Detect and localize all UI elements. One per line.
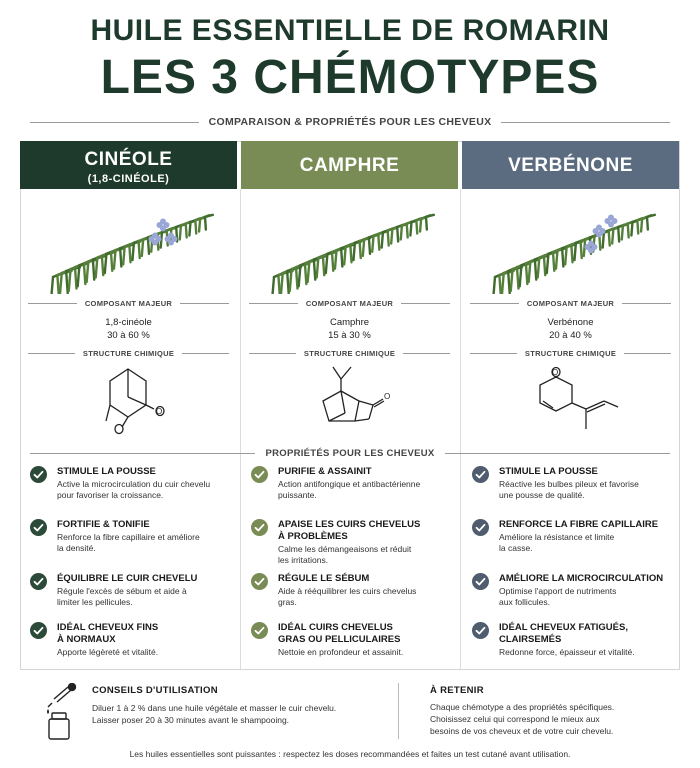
rosemary-sprig-icon xyxy=(266,199,436,294)
property-description: Aide à rééquilibrer les cuirs chevelus gras. xyxy=(278,586,417,607)
chemotype-column-cineole xyxy=(20,141,237,670)
title-line2: LES 3 CHÉMOTYPES xyxy=(100,51,600,104)
safety-footnote: Les huiles essentielles sont puissantes : respectez les doses recommandées et faites un test cutané avant utilisation. xyxy=(129,749,571,759)
subtitle-row xyxy=(30,114,670,130)
property-title: IDÉAL CHEVEUX FINS À NORMAUX xyxy=(57,622,159,645)
compound-range: 15 à 30 % xyxy=(328,330,371,341)
property-item xyxy=(30,519,230,554)
usage-advice xyxy=(92,685,392,726)
property-item xyxy=(30,573,230,608)
check-circle-icon xyxy=(472,466,489,483)
dropper-bottle-icon xyxy=(40,683,80,741)
property-description: Nettoie en profondeur et assainit. xyxy=(278,647,404,657)
property-description: Régule l'excès de sébum et aide à limiter les pellicules. xyxy=(57,586,187,607)
check-circle-icon xyxy=(472,519,489,536)
check-circle-icon xyxy=(472,622,489,639)
property-description: Améliore la résistance et limite la casse. xyxy=(499,532,615,553)
compound-range: 20 à 40 % xyxy=(549,330,592,341)
property-title: IDÉAL CUIRS CHEVELUS GRAS OU PELLICULAIRES xyxy=(278,622,401,645)
chemotype-column-camphre xyxy=(241,141,458,670)
property-description: Réactive les bulbes pileux et favorise une pousse de qualité. xyxy=(499,479,639,500)
compound-name: 1,8-cinéole xyxy=(105,317,152,328)
property-description: Active la microcirculation du cuir chevelu pour favoriser la croissance. xyxy=(57,479,211,500)
major-component-label: COMPOSANT MAJEUR xyxy=(462,297,679,309)
compound-range: 30 à 60 % xyxy=(107,330,150,341)
subtitle: COMPARAISON & PROPRIÉTÉS POUR LES CHEVEUX xyxy=(208,116,492,128)
chemotype-name: VERBÉNONE xyxy=(508,155,633,176)
check-circle-icon xyxy=(251,573,268,590)
chemotype-name: CAMPHRE xyxy=(299,155,400,176)
property-title: RENFORCE LA FIBRE CAPILLAIRE xyxy=(499,519,659,530)
chemotype-name: CINÉOLE xyxy=(84,149,173,170)
properties-divider xyxy=(30,446,670,460)
compound-name: Camphre xyxy=(329,317,370,328)
usage-text: Diluer 1 à 2 % dans une huile végétale et masser le cuir chevelu. Laisser poser 20 à 30 minutes avant le shampooing. xyxy=(92,703,337,725)
property-description: Redonne force, épaisseur et vitalité. xyxy=(499,647,635,657)
property-item xyxy=(472,573,672,608)
chemotype-subname: (1,8-CINÉOLE) xyxy=(87,173,170,185)
property-item xyxy=(472,519,672,554)
check-circle-icon xyxy=(472,573,489,590)
cineole-molecule-icon xyxy=(78,363,178,435)
check-circle-icon xyxy=(251,466,268,483)
check-circle-icon xyxy=(251,519,268,536)
column-header-camphre xyxy=(241,141,458,189)
divider xyxy=(501,122,670,123)
property-item xyxy=(30,622,230,658)
verbenone-molecule-icon xyxy=(520,363,620,435)
rosemary-sprig-flowering-icon xyxy=(487,199,657,294)
chemical-structure-label: STRUCTURE CHIMIQUE xyxy=(241,347,458,359)
property-description: Optimise l'apport de nutriments aux follicules. xyxy=(499,586,617,607)
svg-text:O: O xyxy=(552,368,559,377)
camphor-molecule-icon xyxy=(299,363,399,435)
check-circle-icon xyxy=(30,519,47,536)
svg-text:O: O xyxy=(384,392,391,401)
property-item xyxy=(472,466,672,501)
property-title: RÉGULE LE SÉBUM xyxy=(278,573,370,584)
check-circle-icon xyxy=(251,622,268,639)
check-circle-icon xyxy=(30,573,47,590)
property-description: Action antifongique et antibactérienne puissante. xyxy=(278,479,421,500)
divider xyxy=(398,683,399,739)
check-circle-icon xyxy=(30,466,47,483)
property-title: APAISE LES CUIRS CHEVELUS À PROBLÈMES xyxy=(278,519,421,542)
title-line1: HUILE ESSENTIELLE DE ROMARIN xyxy=(90,14,610,47)
column-divider xyxy=(460,189,461,670)
properties-heading: PROPRIÉTÉS POUR LES CHEVEUX xyxy=(265,447,435,459)
property-item xyxy=(251,519,451,566)
property-item xyxy=(251,622,451,658)
svg-text:O: O xyxy=(156,407,163,416)
usage-title: CONSEILS D'UTILISATION xyxy=(92,685,218,696)
major-component-label: COMPOSANT MAJEUR xyxy=(20,297,237,309)
column-header-cineole xyxy=(20,141,237,189)
property-item xyxy=(472,622,672,658)
major-component-label: COMPOSANT MAJEUR xyxy=(241,297,458,309)
divider xyxy=(30,122,199,123)
key-takeaway xyxy=(430,685,680,737)
property-description: Calme les démangeaisons et réduit les irritations. xyxy=(278,544,412,565)
property-item xyxy=(251,466,451,501)
property-title: AMÉLIORE LA MICROCIRCULATION xyxy=(499,573,664,584)
property-title: PURIFIE & ASSAINIT xyxy=(278,466,372,477)
property-title: ÉQUILIBRE LE CUIR CHEVELU xyxy=(57,573,198,584)
property-item xyxy=(251,573,451,608)
property-title: FORTIFIE & TONIFIE xyxy=(57,519,150,530)
property-title: STIMULE LA POUSSE xyxy=(57,466,156,477)
chemical-structure-label: STRUCTURE CHIMIQUE xyxy=(462,347,679,359)
column-header-verbenone xyxy=(462,141,679,189)
takeaway-title: À RETENIR xyxy=(430,685,484,696)
compound-name: Verbénone xyxy=(547,317,594,328)
chemotype-column-verbenone xyxy=(462,141,679,670)
property-title: STIMULE LA POUSSE xyxy=(499,466,598,477)
takeaway-text: Chaque chémotype a des propriétés spécifiques. Choisissez celui qui correspond le mieux aux besoins de vos cheveux et de votre cuir chevelu. xyxy=(430,702,615,736)
property-description: Apporte légèreté et vitalité. xyxy=(57,647,159,657)
check-circle-icon xyxy=(30,622,47,639)
property-description: Renforce la fibre capillaire et améliore la densité. xyxy=(57,532,200,553)
bottom-info xyxy=(20,677,680,737)
rosemary-sprig-flowering-icon xyxy=(45,199,215,294)
chemical-structure-label: STRUCTURE CHIMIQUE xyxy=(20,347,237,359)
property-title: IDÉAL CHEVEUX FATIGUÉS, CLAIRSEMÉS xyxy=(499,622,628,645)
property-item xyxy=(30,466,230,501)
